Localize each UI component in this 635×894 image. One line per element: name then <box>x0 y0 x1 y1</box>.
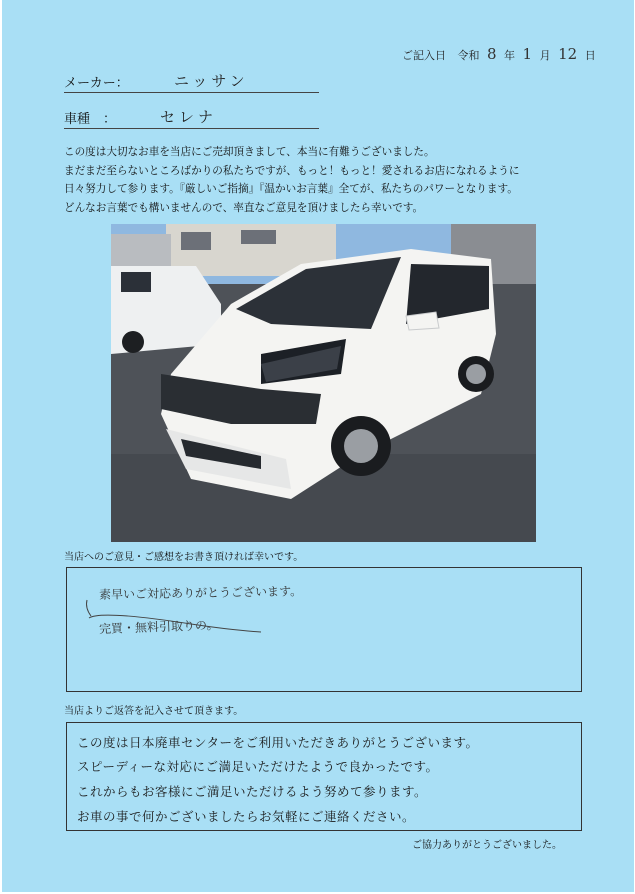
year-unit: 年 <box>504 49 516 62</box>
car-illustration <box>111 224 536 542</box>
reply-line: お車の事で何かございましたらお気軽にご連絡ください。 <box>77 809 416 824</box>
date-label: ご記入日 <box>402 49 446 62</box>
model-label: 車種 ： <box>64 112 117 127</box>
reply-line: スピーディーな対応にご満足いただけたようで良かったです。 <box>77 759 439 774</box>
reply-line: これからもお客様にご満足いただけるよう努めて参ります。 <box>77 784 428 799</box>
day-unit: 日 <box>584 49 596 62</box>
maker-value: ニッサン <box>174 72 249 90</box>
underline-scribble <box>81 580 321 660</box>
opinion-line: 素早いご対応ありがとうございます。 <box>98 584 303 602</box>
reply-title: 当店よりご返答を記入させて頂きます。 <box>64 706 244 717</box>
survey-sheet <box>2 0 634 892</box>
maker-field <box>64 72 319 93</box>
model-value: セレナ <box>160 108 218 126</box>
intro-line: この度は大切なお車を当店にご売却頂きまして、本当に有難うございました。 <box>64 146 435 158</box>
opinion-title: 当店へのご意見・ご感想をお書き頂ければ幸いです。 <box>64 552 304 563</box>
car-photo <box>111 224 536 542</box>
intro-text <box>64 143 584 217</box>
date-row <box>402 45 596 63</box>
month-unit: 月 <box>539 49 551 62</box>
year-value: 8 <box>487 45 497 63</box>
era-label: 令和 <box>457 49 480 62</box>
intro-line: 日々努力して参ります。『厳しいご指摘』『温かいお言葉』全てが、私たちのパワーとなります。 <box>64 183 518 196</box>
closing-text: ご協力ありがとうございました。 <box>412 840 562 851</box>
reply-box <box>66 722 582 831</box>
model-field <box>64 108 319 129</box>
opinion-line: 完買・無料引取りの。 <box>98 617 219 637</box>
intro-line: まだまだ至らないところばかりの私たちですが、もっと！もっと！愛されるお店になれるように <box>64 164 520 177</box>
month-value: 1 <box>522 45 533 63</box>
day-value: 12 <box>558 45 578 63</box>
intro-line: どんなお言葉でも構いませんので、率直なご意見を頂けましたら幸いです。 <box>64 201 424 214</box>
maker-label: メーカー： <box>64 76 129 91</box>
reply-line: この度は日本廃車センターをご利用いただきありがとうございます。 <box>77 735 479 750</box>
opinion-box <box>66 567 582 692</box>
